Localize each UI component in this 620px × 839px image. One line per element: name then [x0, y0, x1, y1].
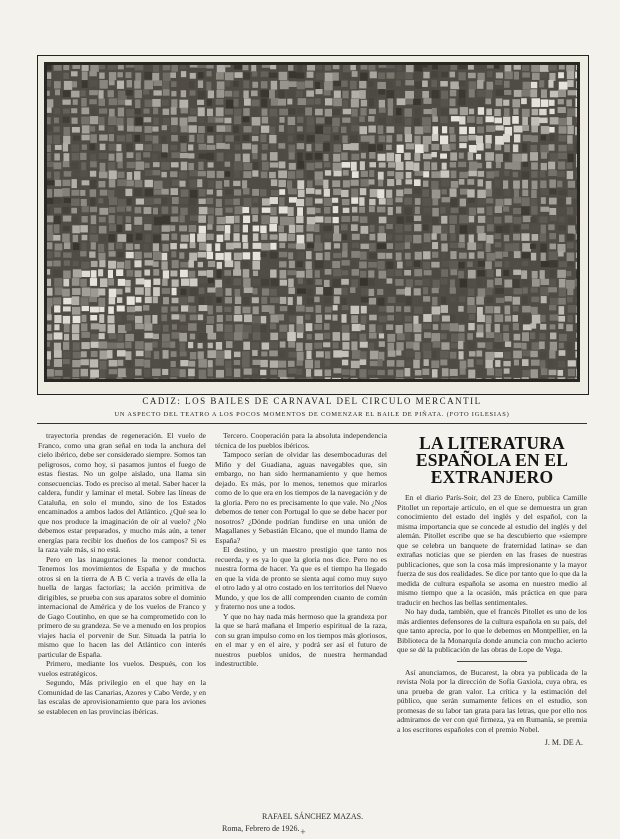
horizontal-rule	[37, 423, 587, 424]
paragraph: Y que no hay nada más hermoso que la grandeza por la que se hará mañana el Imperio espiritual de la raza, con su gran impulso como en los tiempos más gloriosos, en el mar y en el aire, y podrá ser así el futuro de nuestros pueblos unidos, de nuestra hermandad indestructible.	[215, 611, 387, 668]
dateline: Roma, Febrero de 1926.	[222, 824, 300, 833]
column-2	[215, 431, 387, 811]
paragraph: Primero, mediante los vuelos. Después, con los vuelos estratégicos.	[38, 659, 206, 678]
column-1	[38, 431, 206, 836]
article-headline: LA LITERATURA ESPAÑOLA EN EL EXTRANJERO	[415, 433, 569, 487]
paragraph: Así anunciamos, de Bucarest, la obra ya publicada de la revista Nola por la dirección de Sofía Gaxiola, cuya obra, es una prueba de gran valor. La crítica y la estimación del público, que serán sumamente felices en el estudio, son promesas de su labor tan grata para las letras, que por ello nos admiramos de ver con qué firmeza, ya en Rumanía, se premia a los escritores españoles con el premio Nobel.	[397, 667, 587, 734]
photo-caption-title: CADIZ: LOS BAILES DE CARNAVAL DEL CIRCULO MERCANTIL	[142, 396, 482, 406]
paragraph: Segundo, Más privilegio en el que hay en la Comunidad de las Canarias, Azores y Cabo Verde, y en las escalas de aprovisionamiento que para los aviones se establecen en las provincias ibéricas.	[38, 678, 206, 716]
paragraph: Pero en las inauguraciones la menor conducta. Tenemos los movimientos de España y de muchos otros si en la tierra de A B C vería a través de ella la huella de largas factorías; la acción primitiva de dirigibles, se prueba con sus aparatos sobre el dominio internacional de América y de los vuelos de Franco y de Gago Coutinho, en que se ha comprometido con lo primero de su grandeza. Se ve a menudo en los propios viajes hacia el porvenir de Sur. Situada la patria lo mismo que lo hacen las del Atlántico con interés particular de España.	[38, 554, 206, 659]
paragraph: No hay duda, también, que el francés Pitollet es uno de los más ardientes defensores de la cultura española en su país, del que tanto aprecia, por lo que le debemos en Montpellier, en la Biblioteca de la Monarquía donde anuncia con mucho acierto que se dé la publicación de las obras de Lope de Vega.	[397, 607, 587, 654]
page-mark: +	[300, 828, 306, 836]
paragraph: En el diario París-Soir, del 23 de Enero, publica Camille Pitollet un reportaje artículo, en el que se demuestra un gran conocimiento del estado del inglés y del español, con la misma importancia que se concede al estudio del inglés y del alemán. Pitollet escribe que se ha descubierto que «siempre que se celebra un banquete de fraternidad latina» se dan extrañas noticias que se pierden en las frases de nuestras publicaciones, que son la cosa más impresionante y la mayor fuerza de sus dos realidades. Se dice por tanto que lo que da la medida de cultura española se asoma en nuestro medio al mismo tiempo que a la ocasión, más práctica en que para traducir en hechos las bellas sentimentales.	[397, 493, 587, 607]
photo-caption-subtitle: UN ASPECTO DEL TEATRO A LOS POCOS MOMENTOS DE COMENZAR EL BAILE DE PIÑATA. (FOTO IGLESIAS)	[114, 411, 510, 418]
author-initials: J. M. DE A.	[544, 738, 583, 747]
paragraph: Tercero. Cooperación para la absoluta independencia técnica de los pueblos ibéricos.	[215, 431, 387, 450]
author-signature: RAFAEL SÁNCHEZ MAZAS.	[262, 812, 364, 821]
paragraph: Tampoco serían de olvidar las desembocaduras del Miño y del Guadiana, aguas navegables que, sin embargo, no han sido hermanamiento y que hemos dejado. Es más, por lo menos, tenemos que mirarlos como de lo que era en los tiempos de la navegación y de la gloria. Pero no es precisamente lo que vale. No ¿Nos debemos de tener con Portugal lo que se debe hacer por nosotros? ¿Dónde podrían fundirse en una unión de Magallanes y Sebastián Elcano, que el mundo llama de España?	[215, 450, 387, 545]
section-divider	[457, 661, 527, 662]
paragraph: trayectoria prendas de regeneración. El vuelo de Franco, como una gran señal en toda la anchura del cielo ibérico, debe ser considerado siempre. Somos tan peligrosos, como hoy, si pasamos juntos el fuego de estas fiestas. No un golpe aislado, una llama sin consecuencias. Todo es preciso al metal. Saber hacer la caldera, fundir y laminar el metal. Sobre las líneas de Cataluña, en solo el mundo, sino de los Estados encaminados a ambos lados del Atlántico. ¿Qué sea lo que nos produce la imaginación de oír al vuelo? ¿No debemos estar preparados, y mucho más aún, a tener energías para recibir los dueños de los campos? Si es la raza vale más, si no está.	[38, 431, 206, 554]
paragraph: El destino, y un maestro prestigio que tanto nos recuerda, y es ya lo que la gloria nos dice. Pero no es nuestra forma de hacer. Ya que es el tiempo ha llegado en que la vida de pronto se sienta aquí como muy suyo el otro lado y al otro costado en los territorios del Nuevo Mundo, y que los de allí comprenden cuanto de común y fraterno nos une a todos.	[215, 545, 387, 611]
photo-frame	[37, 55, 589, 395]
column-3	[397, 431, 587, 836]
carnival-ballroom-photo	[44, 62, 580, 382]
crowd-photo-graphic	[44, 62, 580, 382]
